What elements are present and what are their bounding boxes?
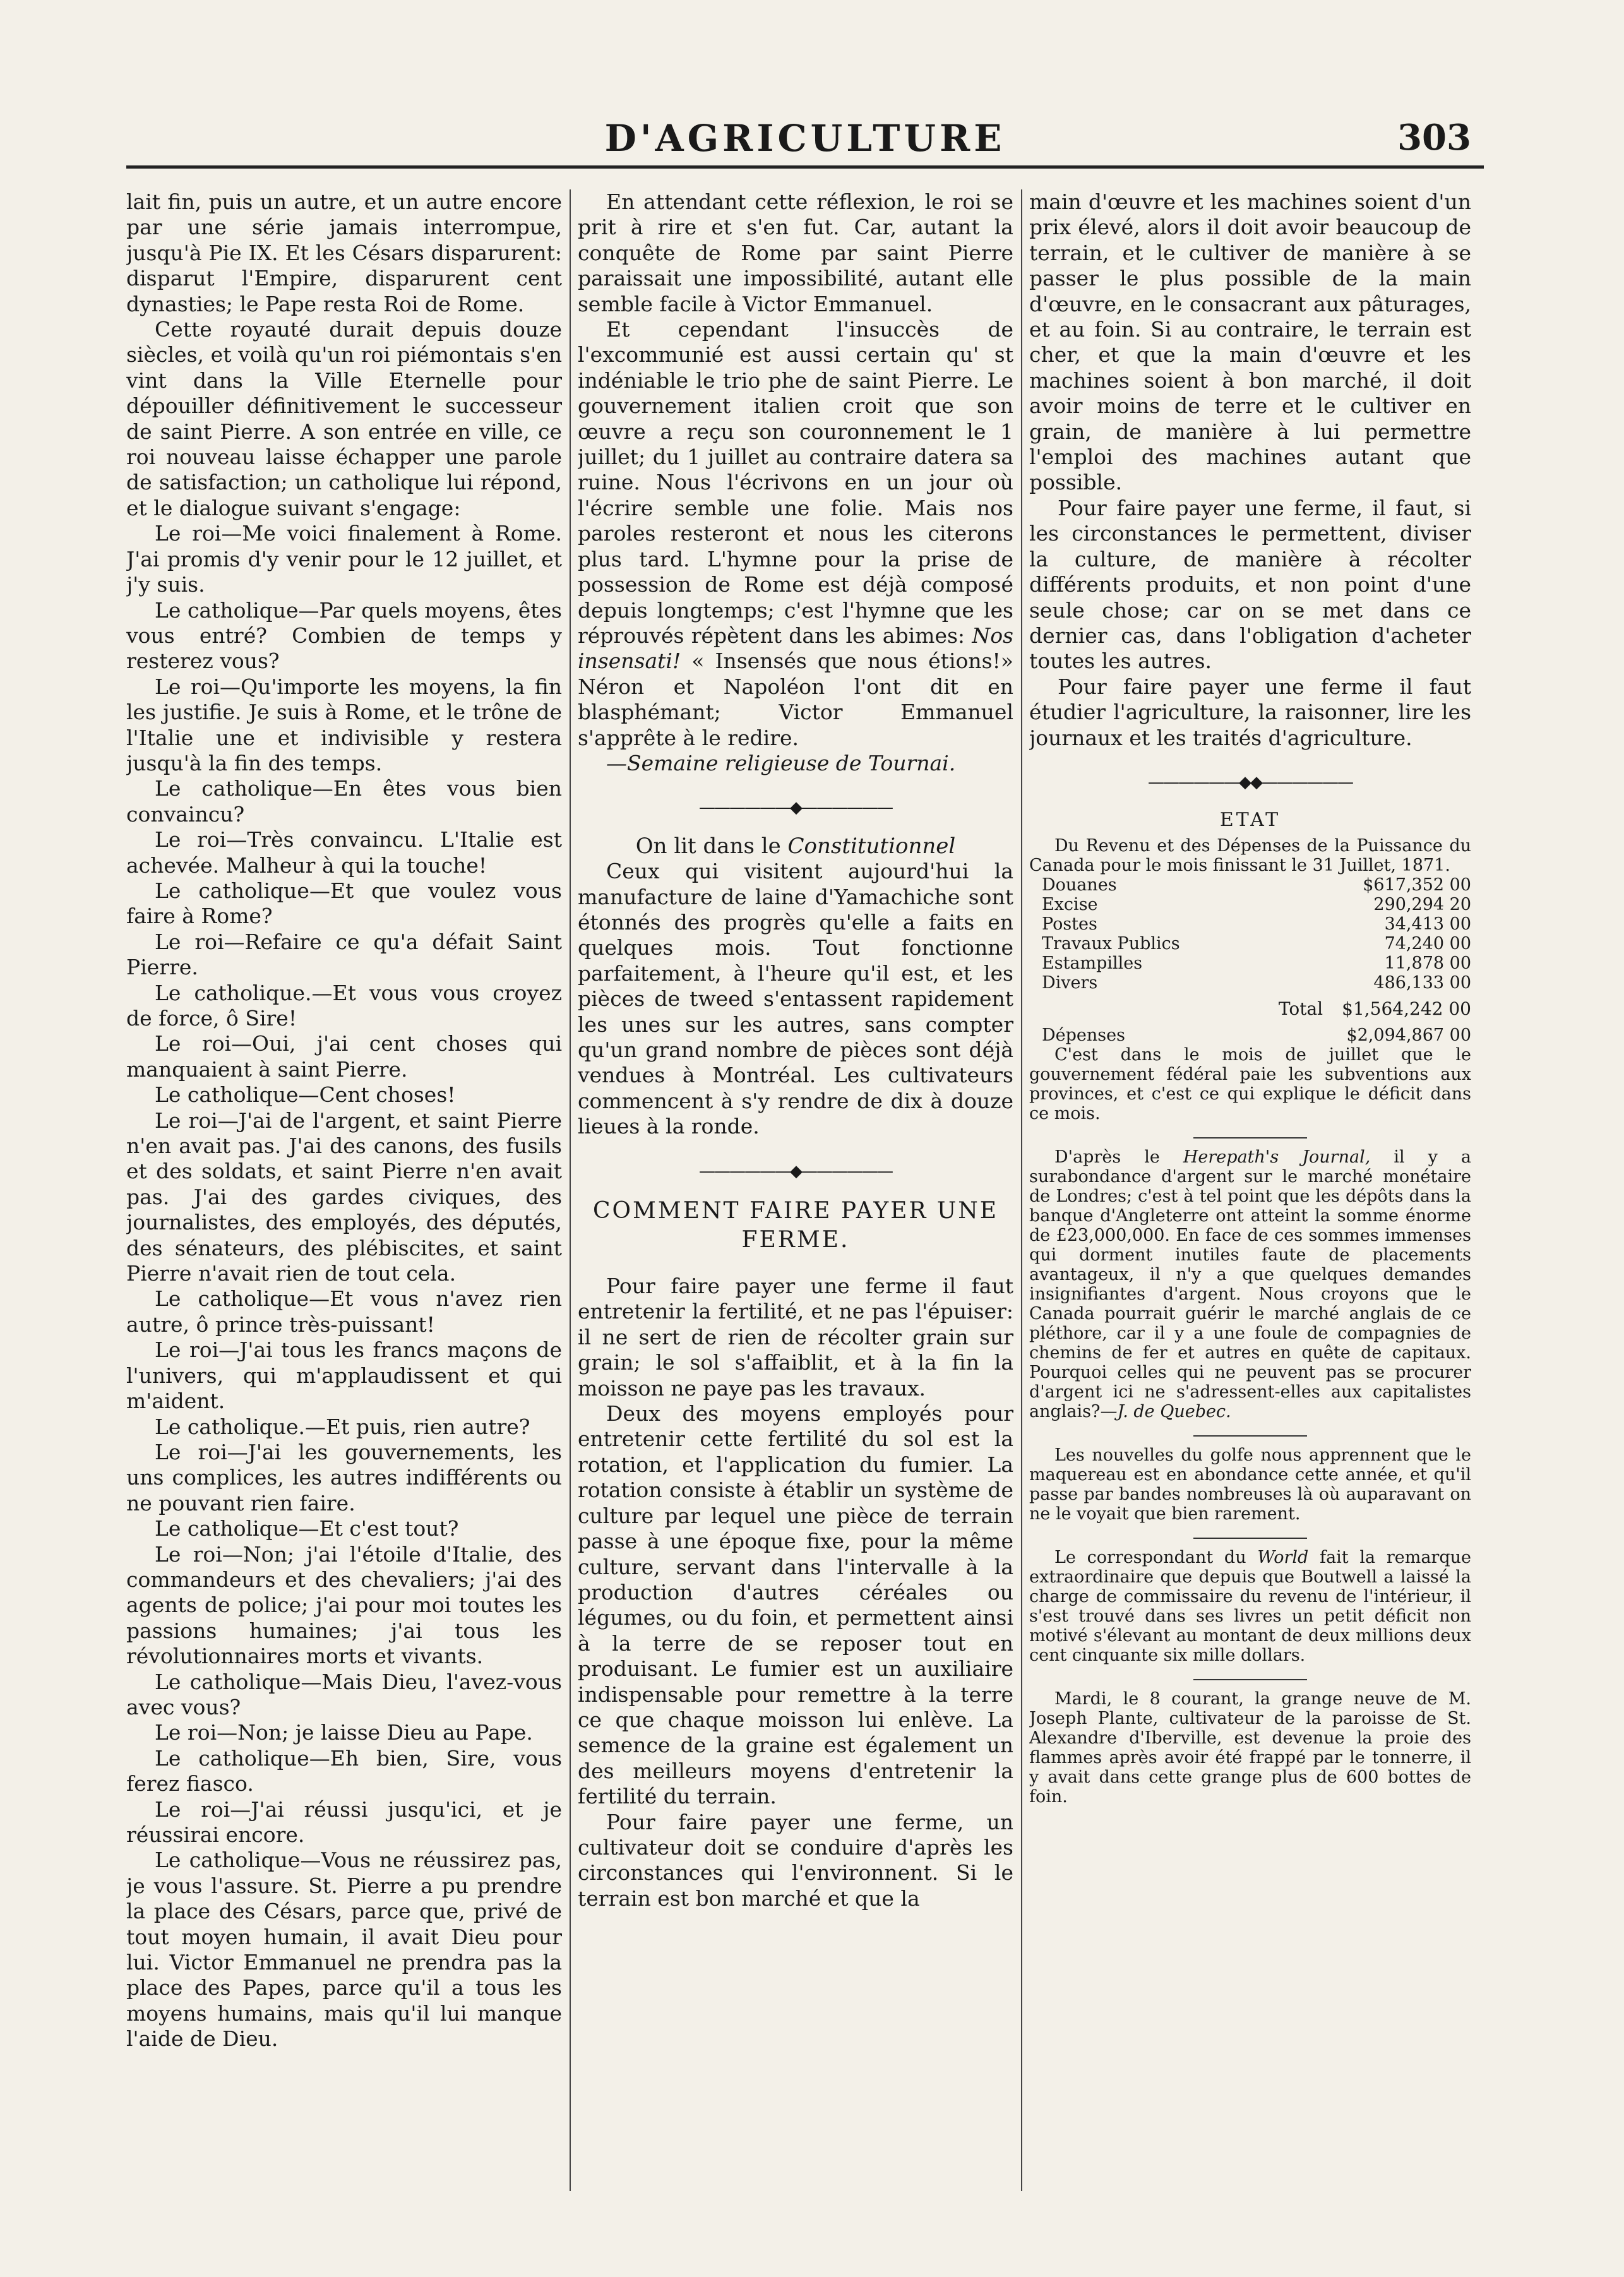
news-text: Les nouvelles du golfe nous apprennent que le maquereau est en abondance cette année, et qu'il passe par bandes nombreuses là où auparavant on ne le voyait que bien rarement. — [1029, 1445, 1471, 1524]
dialogue-line: Le roi—Très convaincu. L'Italie est achevée. Malheur à qui la touche! — [126, 827, 562, 878]
short-rule — [1193, 1538, 1307, 1539]
statement-subtitle — [1029, 836, 1471, 875]
statement-row-label: Excise — [1042, 894, 1098, 914]
news-item — [1029, 1689, 1471, 1807]
statement-note-text: C'est dans le mois de juillet que le gouvernement fédéral paie les subventions aux provinces, et c'est ce qui explique le déficit dans ce mois. — [1029, 1045, 1471, 1124]
source-attribution: —Semaine religieuse de Tournai. — [606, 750, 956, 775]
news-text — [1029, 1548, 1471, 1665]
statement-row-value: 486,133 00 — [1373, 972, 1471, 993]
short-rule — [1193, 1137, 1307, 1138]
paragraph: main d'œuvre et les machines soient d'un prix élevé, alors il doit avoir beaucoup de terrain, et le cultiver de manière à se passer le plus possible de la main d'œuvre, en le consacrant aux pâturages, et au foin. Si au contraire, le terrain est cher, et que la main d'œuvre et les machines soient à bon marché, il doit avoir moins de terre et le cultiver en grain, de manière à lui permettre l'emploi des machines autant que possible. — [1029, 189, 1471, 495]
news-body: fait la remarque extraordinaire que depuis que Boutwell a laissé la charge de commissaire du revenu de l'intérieur, il s'est trouvé dans ses livres un petit déficit non motivé s'élevant au montant de deux millions deux cent cinquante six mille dollars. — [1029, 1548, 1471, 1666]
statement-row — [1029, 973, 1471, 993]
paragraph-text: Et cependant l'insuccès de l'excommunié est aussi certain qu' st indéniable le trio phe de saint Pierre. Le gouvernement italien croit que son œuvre a reçu son couronnement le 1 juillet; du 1 juillet au contraire datera sa ruine. Nous l'écrivons en un jour où l'écrire semble une folie. Mais nos paroles resteront et nous les citerons plus tard. L'hymne pour la prise de possession de Rome est déjà composé depuis longtemps; c'est l'hymne que les réprouvés répètent dans les abimes: — [578, 317, 1013, 648]
source-attribution: —J. de Quebec. — [1100, 1402, 1231, 1422]
paragraph: En attendant cette réflexion, le roi se prit à rire et s'en fut. Car, autant la conquête de Rome par saint Pierre paraissait une impossibilité, autant elle semble facile à Victor Emmanuel. — [578, 189, 1013, 316]
column-divider — [1021, 189, 1022, 2191]
dialogue-line: Le roi—J'ai tous les francs maçons de l'univers, qui m'applaudissent et qui m'aident. — [126, 1337, 562, 1414]
paragraph: Pour faire payer une ferme, il faut, si les circonstances le permettent, diviser la culture, de manière à récolter différents produits, et non point d'une seule chose; car on se met dans ce dernier cas, dans l'obligation d'acheter toutes les autres. — [1029, 495, 1471, 674]
statement-title: ETAT — [1219, 809, 1281, 832]
paragraph: lait fin, puis un autre, et un autre encore par une série jamais interrompue, jusqu'à Pie IX. Et les Césars disparurent: disparut l'Empire, disparurent cent dynasties; le Pape resta Roi de Rome. — [126, 189, 562, 316]
statement-total — [1029, 996, 1471, 1022]
dialogue-line: Le roi—Refaire ce qu'a défait Saint Pierre. — [126, 929, 562, 980]
statement-row-label: Douanes — [1042, 875, 1117, 895]
news-body: il y a surabondance d'argent sur le marché monétaire de Londres; c'est à tel point que les dépôts dans la banque d'Angleterre ont atteint la somme énorme de £23,000,000. En face de ces sommes immenses qui dorment inutiles faute de placements avantageux, il n'y a que quelques demandes insignifiantes d'argent. Nous croyons que le Canada pourrait guérir le marché anglais de ce pléthore, car il y a une foule de compagnies de chemins de fer et autres en quête de capitaux. Pourquoi celles qui ne peuvent pas se procurer d'argent ici ne s'adressent-elles aux capitalistes anglais? — [1029, 1147, 1471, 1422]
expenses-label: Dépenses — [1042, 1025, 1125, 1046]
news-item — [1029, 1147, 1471, 1421]
running-title: D'AGRICULTURE — [604, 117, 1006, 160]
dialogue-line: Le catholique—Par quels moyens, êtes vous entré? Combien de temps y resterez vous? — [126, 597, 562, 674]
page-header — [126, 95, 1484, 170]
dialogue-line: Le roi—J'ai les gouvernements, les uns complices, les autres indifférents ou ne pouvant rien faire. — [126, 1439, 562, 1515]
statement-note — [1029, 1045, 1471, 1123]
paragraph: Ceux qui visitent aujourd'hui la manufacture de laine d'Yamachiche sont étonnés des progrès qu'elle a faits en quelques mois. Tout fonctionne parfaitement, à l'heure qu'il est, et les pièces de tweed s'entassent rapidement les unes sur les autres, sans compter qu'un grand nombre de pièces sont déjà vendues à Montréal. Les cultivateurs commencent à s'y rendre de dix à douze lieues à la ronde. — [578, 859, 1013, 1139]
news-prefix: Le correspondant du — [1054, 1548, 1246, 1568]
ornament-divider: ——————◆—————— — [699, 798, 892, 818]
column-1 — [126, 189, 562, 2273]
dialogue-line: Le roi—J'ai de l'argent, et saint Pierre n'en avait pas. J'ai des canons, des fusils et des soldats, et saint Pierre n'en avait pas. J'ai des gardes civiques, des journalistes, des employés, des députés, des sénateurs, des plébiscites, et saint Pierre n'avait rien de tout cela. — [126, 1108, 562, 1286]
column-2 — [578, 189, 1013, 2273]
total-value: $1,564,242 00 — [1342, 998, 1471, 1019]
dialogue-line: Le catholique—Mais Dieu, l'avez-vous avec vous? — [126, 1669, 562, 1719]
paragraph: Pour faire payer une ferme il faut étudier l'agriculture, la raisonner, lire les journaux et les traités d'agriculture. — [1029, 674, 1471, 750]
paragraph: Pour faire payer une ferme il faut entretenir la fertilité, et ne pas l'épuiser: il ne sert de rien de récolter grain sur grain; le sol s'affaiblit, et à la fin la moisson ne paye pas les travaux. — [578, 1274, 1013, 1401]
dialogue-line: Le catholique.—Et vous vous croyez de force, ô Sire! — [126, 980, 562, 1031]
news-text — [1029, 1147, 1471, 1421]
statement-rows — [1029, 875, 1471, 993]
paragraph: Deux des moyens employés pour entretenir cette fertilité du sol est la rotation, et l'application du fumier. La rotation consiste à établir un système de culture par lequel une pièce de terrain passe à une époque fixe, pour la même culture, servant dans l'intervalle à la production d'autres céréales ou légumes, ou du foin, et permettent ainsi à la terre de se reposer tout en produisant. Le fumier est un auxiliaire indispensable pour remettre à la terre ce que chaque moisson lui enlève. La semence de la graine est également un des meilleurs moyens d'entretenir la fertilité du terrain. — [578, 1401, 1013, 1809]
statement-row — [1029, 953, 1471, 973]
publication-name: World — [1257, 1548, 1309, 1568]
paragraph-text: « Insensés que nous étions!» Néron et Napoléon l'ont dit en blasphémant; Victor Emmanuel s'apprête à le redire. — [578, 648, 1013, 750]
statement-row-value: 290,294 20 — [1373, 894, 1471, 914]
article-heading: COMMENT FAIRE PAYER UNE FERME. — [592, 1198, 999, 1253]
paragraph — [578, 317, 1013, 751]
news-item — [1029, 1445, 1471, 1524]
statement-row-label: Postes — [1042, 914, 1097, 934]
paragraph: Pour faire payer une ferme, un cultivateur doit se conduire d'après les circonstances qui l'environnent. Si le terrain est bon marché et que la — [578, 1809, 1013, 1911]
statement-row-value: 34,413 00 — [1384, 914, 1471, 934]
statement-row — [1029, 934, 1471, 953]
dialogue-line: Le roi—Oui, j'ai cent choses qui manquaient à saint Pierre. — [126, 1031, 562, 1082]
statement-row — [1029, 914, 1471, 934]
statement-row — [1029, 895, 1471, 914]
revenue-statement — [1029, 808, 1471, 1123]
italic-quote: Nos insensati! — [578, 623, 1013, 674]
dialogue-line: Le catholique—Et vous n'avez rien autre, ô prince très-puissant! — [126, 1286, 562, 1337]
statement-expenses — [1029, 1025, 1471, 1045]
statement-row-label: Estampilles — [1042, 953, 1143, 973]
publication-name: Herepath's Journal, — [1183, 1147, 1371, 1168]
lead-text: On lit dans le — [635, 833, 781, 859]
dialogue-line: Le catholique—Eh bien, Sire, vous ferez fiasco. — [126, 1745, 562, 1796]
statement-row-value: 11,878 00 — [1384, 953, 1471, 973]
short-rule — [1193, 1679, 1307, 1680]
paragraph: Cette royauté durait depuis douze siècles, et voilà qu'un roi piémontais s'en vint dans la Ville Eternelle pour dépouiller définitivement le successeur de saint Pierre. A son entrée en ville, ce roi nouveau laisse échapper une parole de satisfaction; un catholique lui répond, et le dialogue suivant s'engage: — [126, 317, 562, 520]
news-prefix: D'après le — [1054, 1147, 1160, 1168]
header-rule — [126, 165, 1484, 169]
dialogue-line: Le roi—Non; j'ai l'étoile d'Italie, des commandeurs et des chevaliers; j'ai des agents de police; j'ai pour moi toutes les passions humaines; j'ai tous les révolutionnaires morts et vivants. — [126, 1541, 562, 1669]
news-item — [1029, 1548, 1471, 1665]
total-label: Total — [1278, 998, 1323, 1019]
statement-row-label: Travaux Publics — [1042, 933, 1180, 953]
article-lead — [578, 834, 1013, 859]
expenses-value: $2,094,867 00 — [1346, 1025, 1471, 1046]
dialogue-line: Le roi—Non; je laisse Dieu au Pape. — [155, 1720, 533, 1745]
dialogue-line: Le catholique—Et c'est tout? — [155, 1516, 459, 1541]
short-rule — [1193, 1435, 1307, 1437]
statement-row-value: $617,352 00 — [1363, 875, 1471, 895]
dialogue-line: Le catholique—Vous ne réussirez pas, je vous l'assure. St. Pierre a pu prendre la place des Césars, parce que, privé de tout moyen humain, il avait Dieu pour lui. Victor Emmanuel ne prendra pas la place des Papes, parce qu'il a tous les moyens humains, mais qu'il lui manque l'aide de Dieu. — [126, 1848, 562, 2052]
dialogue-line: Le catholique—En êtes vous bien convaincu? — [126, 776, 562, 827]
dialogue-line: Le roi—Me voici finalement à Rome. J'ai promis d'y venir pour le 12 juillet, et j'y suis. — [126, 521, 562, 597]
statement-row — [1029, 875, 1471, 895]
ornament-divider: ——————◆—————— — [699, 1161, 892, 1181]
dialogue-line: Le catholique.—Et puis, rien autre? — [155, 1414, 530, 1439]
statement-row-label: Divers — [1042, 972, 1098, 993]
dialogue-line: Le roi—Qu'importe les moyens, la fin les justifie. Je suis à Rome, et le trône de l'Italie une et indivisible y restera jusqu'à la fin des temps. — [126, 674, 562, 775]
dialogue-line: Le catholique—Cent choses! — [155, 1082, 456, 1108]
column-divider — [570, 189, 571, 2191]
news-text: Mardi, le 8 courant, la grange neuve de M. Joseph Plante, cultivateur de la paroisse de St. Alexandre d'Iberville, est devenue la proie des flammes après avoir été frappé par le tonnerre, il y avait dans cette grange plus de 600 bottes de foin. — [1029, 1689, 1471, 1807]
publication-name: Constitutionnel — [787, 833, 956, 859]
dialogue-line: Le catholique—Et que voulez vous faire à Rome? — [126, 878, 562, 929]
dialogue-line: Le roi—J'ai réussi jusqu'ici, et je réussirai encore. — [126, 1796, 562, 1847]
statement-row-value: 74,240 00 — [1384, 933, 1471, 953]
statement-subtitle-text: Du Revenu et des Dépenses de la Puissance du Canada pour le mois finissant le 31 Juillet, 1871. — [1029, 835, 1471, 875]
ornament-divider: ——————◆◆—————— — [1148, 772, 1352, 792]
column-3 — [1029, 189, 1471, 2273]
page-number: 303 — [1397, 117, 1471, 158]
